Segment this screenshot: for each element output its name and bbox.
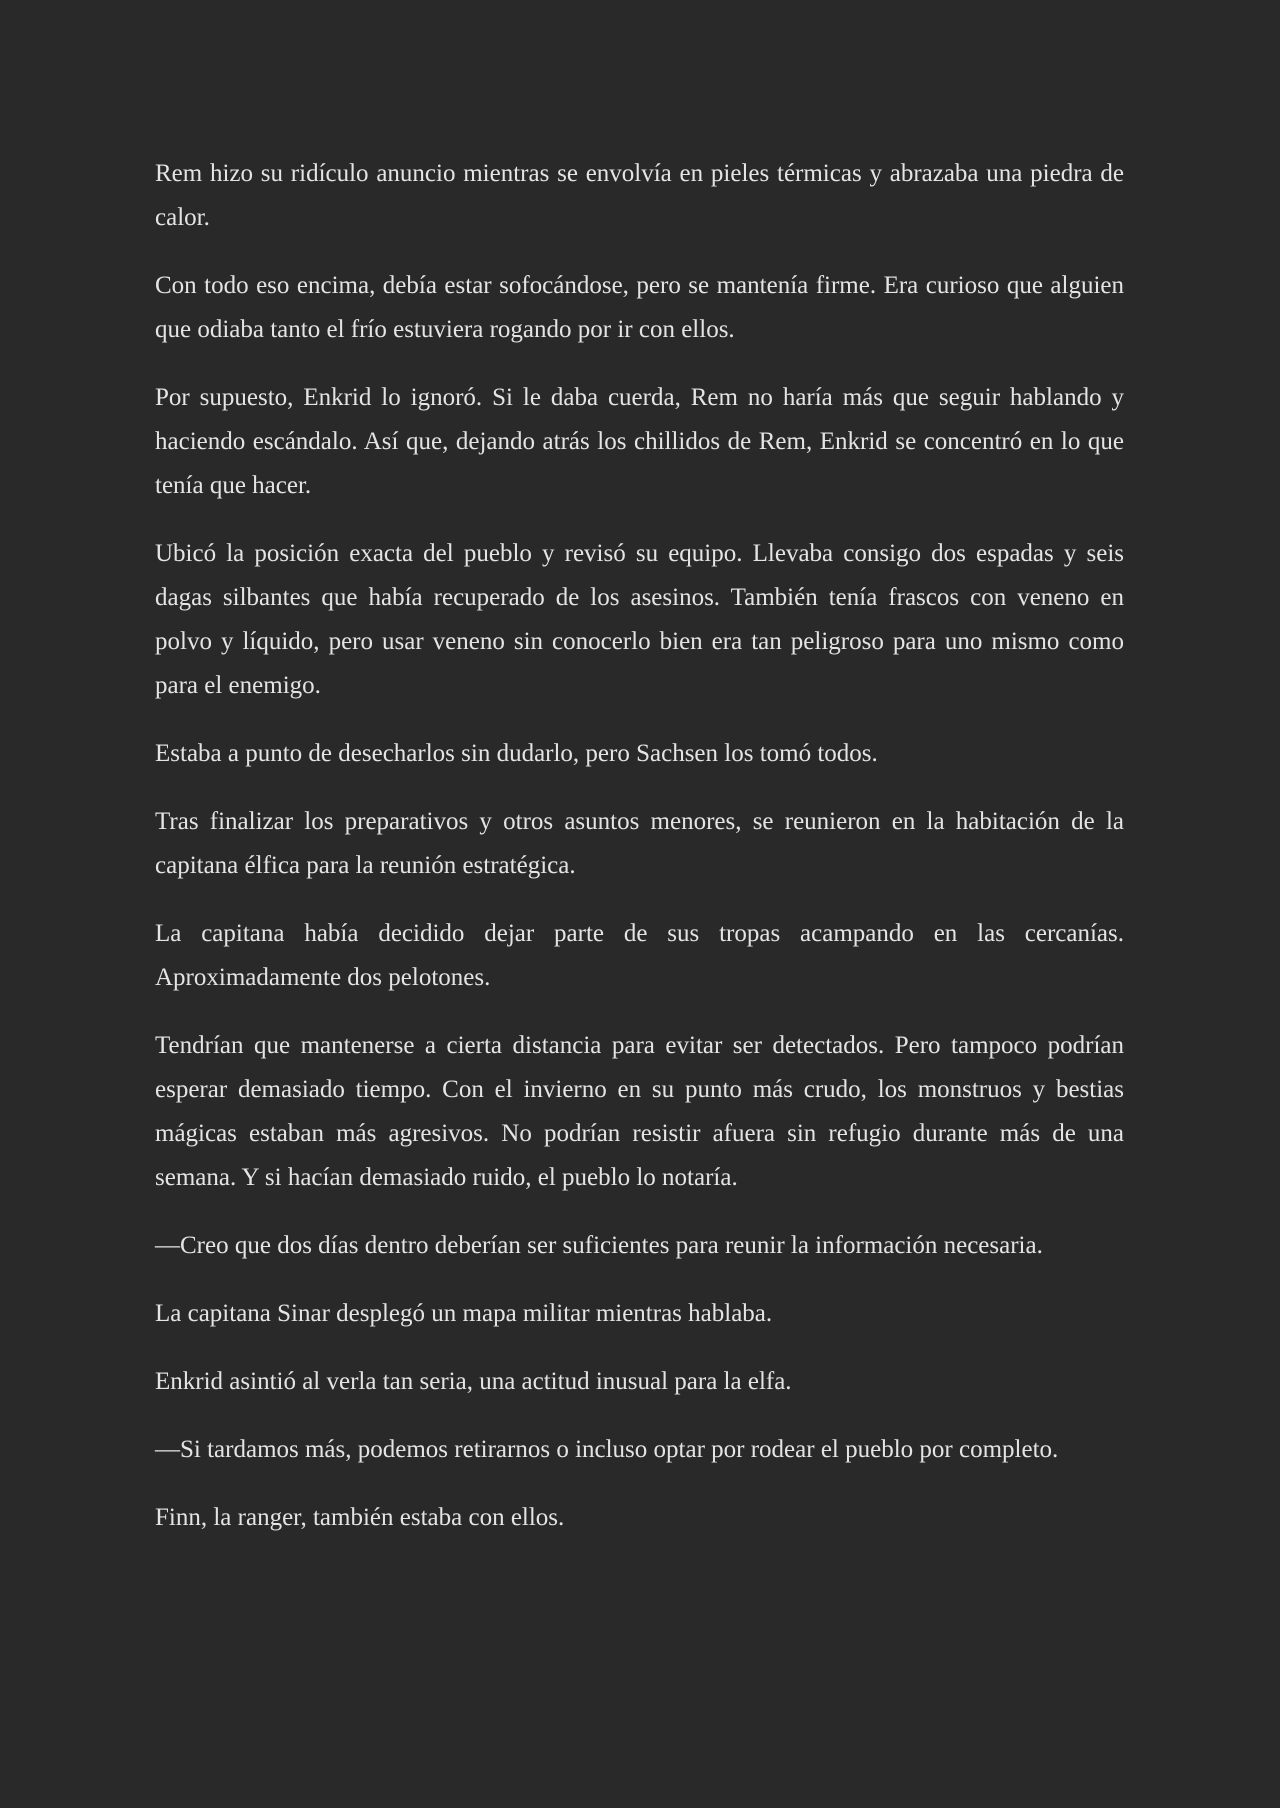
paragraph: Enkrid asintió al verla tan seria, una actitud inusual para la elfa. bbox=[155, 1368, 792, 1395]
paragraph: Tras finalizar los preparativos y otros asuntos menores, se reunieron en la habitación de la capitana élfica para la reunión estratégica. bbox=[155, 808, 1124, 879]
paragraph: Con todo eso encima, debía estar sofocándose, pero se mantenía firme. Era curioso que alguien que odiaba tanto el frío estuviera rogando por ir con ellos. bbox=[155, 272, 1124, 343]
paragraph: Estaba a punto de desecharlos sin dudarlo, pero Sachsen los tomó todos. bbox=[155, 740, 878, 767]
paragraph: —Si tardamos más, podemos retirarnos o incluso optar por rodear el pueblo por completo. bbox=[155, 1436, 1059, 1463]
paragraph: Finn, la ranger, también estaba con ellos. bbox=[155, 1504, 565, 1531]
paragraph: Rem hizo su ridículo anuncio mientras se envolvía en pieles térmicas y abrazaba una piedra de calor. bbox=[155, 160, 1124, 231]
paragraph: Por supuesto, Enkrid lo ignoró. Si le daba cuerda, Rem no haría más que seguir hablando y haciendo escándalo. Así que, dejando atrás los chillidos de Rem, Enkrid se concentró en lo que tenía que hacer. bbox=[155, 384, 1124, 499]
paragraph: La capitana Sinar desplegó un mapa militar mientras hablaba. bbox=[155, 1300, 773, 1327]
paragraph: La capitana había decidido dejar parte de sus tropas acampando en las cercanías. Aproximadamente dos pelotones. bbox=[155, 920, 1124, 991]
paragraph: Tendrían que mantenerse a cierta distancia para evitar ser detectados. Pero tampoco podrían esperar demasiado tiempo. Con el invierno en su punto más crudo, los monstruos y bestias mágicas estaban más agresivos. No podrían resistir afuera sin refugio durante más de una semana. Y si hacían demasiado ruido, el pueblo lo notaría. bbox=[155, 1032, 1124, 1191]
paragraph: —Creo que dos días dentro deberían ser suficientes para reunir la información necesaria. bbox=[155, 1232, 1043, 1259]
chapter-text bbox=[155, 152, 1124, 1564]
paragraph: Ubicó la posición exacta del pueblo y revisó su equipo. Llevaba consigo dos espadas y seis dagas silbantes que había recuperado de los asesinos. También tenía frascos con veneno en polvo y líquido, pero usar veneno sin conocerlo bien era tan peligroso para uno mismo como para el enemigo. bbox=[155, 540, 1124, 699]
